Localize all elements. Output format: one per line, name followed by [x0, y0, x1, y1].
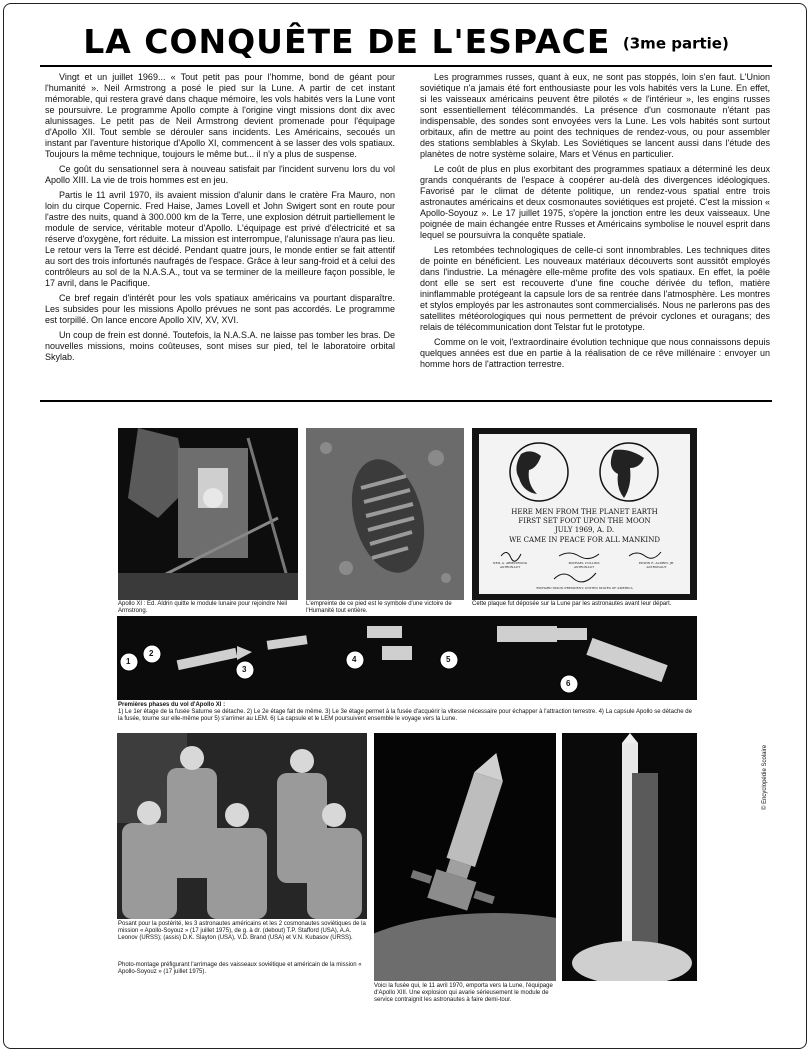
paragraph: Comme on le voit, l'extraordinaire évolution technique que nous connaissons depuis quelques années est due en partie à la réalisation de ce rêve millénaire : envoyer un homme hors de l'attraction terrestre. [420, 337, 770, 369]
earth-hemispheres-icon [479, 436, 690, 506]
footprint-photo [306, 428, 464, 600]
phase-number: 2 [149, 649, 154, 658]
phases-caption: 1) Le 1er étage de la fusée Saturne se détache. 2) Le 2e étage fait de même. 3) Le 3e étage permet à la fusée d'acquérir la vitesse nécessaire pour échapper à l'attraction terrestre. 4) La capsule Apollo se détache de la fusée, tourne sur elle-même pour 5) s'arrimer au LEM. 6) La capsule et le LEM poursuivent ensemble le voyage vers la Lune. [118, 709, 692, 722]
plaque-photo [472, 428, 697, 600]
article-right-column [420, 72, 770, 374]
plaque-line: WE CAME IN PEACE FOR ALL MANKIND [509, 536, 660, 544]
plaque-caption: Cette plaque fut déposée sur la Lune par les astronautes avant leur départ. [472, 601, 672, 607]
plaque-line: HERE MEN FROM THE PLANET EARTH [511, 508, 658, 516]
phase-number: 1 [126, 657, 131, 666]
section-rule [40, 400, 772, 402]
phases-caption-title: Premières phases du vol d'Apollo XI : [118, 702, 226, 708]
signature-label: NEIL A. ARMSTRONG ASTRONAUT [492, 561, 528, 569]
paragraph: Ce bref regain d'intérêt pour les vols spatiaux américains va pourtant disparaître. Les subsides pour les missions Apollo prévues ne sont pas accordés. Le programme est torpillé. On lance encore Apollo XIV, XV, XVI. [45, 293, 395, 325]
crew-photo [117, 733, 367, 919]
paragraph: Le coût de plus en plus exorbitant des programmes spatiaux a déterminé les deux grands conquérants de l'espace à coopérer au-delà des divergences idéologiques. Favorisé par le climat de détente politique, un rendez-vous spatial entre trois astronautes américains et deux cosmonautes soviétiques est projeté. C'est la mission « Apollo-Soyouz ». Le 17 juillet 1975, s'opère la jonction entre les deux vaisseaux. Une poignée de main échangée entre Russes et Américains symbolise le nouvel esprit dans lequel se poursuivra la conquête spatiale. [420, 164, 770, 240]
page-title: LA CONQUÊTE DE L'ESPACE (3me partie) [83, 22, 729, 61]
copyright-credit: © Encyclopédie Scolaire [762, 744, 768, 810]
paragraph: Les programmes russes, quant à eux, ne sont pas stoppés, loin s'en faut. L'Union soviétique n'a jamais été fort enthousiaste pour les vols habités vers la Lune. En effet, si les vaisseaux américains peuvent être pilotés « de l'intérieur », les engins russes sont essentiellement télécommandés. La présence d'un cosmonaute n'étant pas indispensable, des sondes sont envoyées vers la Lune. Les vols habités sont surtout orbitaux, afin de mettre au point des techniques de rendez-vous, ou pour assembler des stations semblables à Skylab. Les Soviétiques se lancent aussi dans l'étude des planètes de notre système solaire, Mars et Vénus en particulier. [420, 72, 770, 159]
rocket-caption: Voici la fusée qui, le 11 avril 1970, emporta vers la Lune, l'équipage d'Apollo XIII. Une explosion qui avarie sérieusement le module de service contraignit les astronautes à faire demi-tour. [374, 983, 553, 1003]
apollo-soyuz-montage-photo [374, 733, 556, 981]
paragraph: Partis le 11 avril 1970, ils avaient mission d'alunir dans le cratère Fra Mauro, non loin du cirque Copernic. Fred Haise, James Lovell et John Swigert sont en route pour l'astre des nuits, quand à 300.000 km de la Terre, une explosion détruit partiellement le module de service, véritable moteur d'Apollo. L'équipage est privé d'électricité et sa réserve d'oxygène, fort réduite. La mission est interrompue, l'alunissage n'aura pas lieu. Le retour vers la Terre est décidé. Pendant quatre jours, le monde entier se fait attentif au sort des trois infortunés naufragés de l'espace. Grâce à leur sang-froid et à celui des contrôleurs au sol de la N.A.S.A., tout va se terminer de la meilleure façon possible, le 17 avril, dans le Pacifique. [45, 190, 395, 288]
signature-label: MICHAEL COLLINS ASTRONAUT [568, 561, 600, 569]
title-rule [40, 65, 772, 67]
article-left-column [45, 72, 395, 367]
phase-number: 3 [242, 665, 247, 674]
footprint-caption: L'empreinte de ce pied est le symbole d'une victoire de l'Humanité tout entière. [306, 601, 452, 614]
montage-caption: Photo-montage préfigurant l'arrimage des vaisseaux soviétique et américain de la mission « Apollo-Soyouz » (17 juillet 1975). [118, 962, 362, 975]
paragraph: Un coup de frein est donné. Toutefois, la N.A.S.A. ne laisse pas tomber les bras. De nouvelles missions, moins coûteuses, sont mises sur pied, tel le laboratoire orbital Skylab. [45, 330, 395, 362]
phase-number: 4 [352, 655, 357, 664]
plaque-line: FIRST SET FOOT UPON THE MOON [518, 517, 651, 525]
crew-caption: Posant pour la postérité, les 3 astronautes américains et les 2 cosmonautes soviétiques de la mission « Apollo-Soyouz » (17 juillet 1975), de g. à dr. (debout) T.P. Stafford (USA), A.A. Leonov (URSS); (assis) D.K. Slayton (USA), V.D. Brand (USA) et V.N. Kubasov (URSS). [118, 921, 366, 941]
signature-label: EDWIN E. ALDRIN, JR. ASTRONAUT [638, 561, 675, 569]
paragraph: Vingt et un juillet 1969... « Tout petit pas pour l'homme, bond de géant pour l'humanité ». Neil Armstrong a posé le pied sur la Lune. A partir de cet instant mémorable, qui restera gravé dans chaque mémoire, les vols habités vers la Lune vont se poursuivre. Le programme Apollo compte à l'origine vingt missions dont dix avec alunissages. Le petit pas de Neil Armstrong devient promenade pour l'équipage d'Apollo XII. Tout semble se dérouler sans incidents. Les Américains, secoués un instant par l'aventure historique d'Apollo XI, commencent à se lasser des vols spatiaux. Toujours la même technique, toujours le même but... il n'y a plus de suspense. [45, 72, 395, 159]
saturn-rocket-photo [562, 733, 697, 981]
phase-number: 5 [446, 655, 451, 664]
aldrin-photo [118, 428, 298, 600]
part-label: (3me partie) [622, 34, 729, 53]
aldrin-caption: Apollo XI : Ed. Aldrin quitte le module lunaire pour rejoindre Neil Armstrong. [118, 601, 288, 614]
paragraph: Les retombées technologiques de celle-ci sont innombrables. Les techniques dites de pointe en bénéficient. Les nouveaux matériaux découverts sont aussitôt employés dans l'industrie. La ménagère elle-même profite des vols spatiaux. En effet, la poêle dont elle se sert est recouverte d'une fine couche dérivée du teflon, matière ininflammable protégeant la capsule lors de sa rentrée dans l'atmosphère. Les montres et stylos employés par les astronautes sont commercialisés. Nous ne parlerons pas des satellites météorologiques qui nous permettent de prévoir cyclones et ouragans; des relais de télécommunication dont Telstar fut le prototype. [420, 245, 770, 332]
phase-number: 6 [566, 679, 571, 688]
signature-label: RICHARD NIXON PRESIDENT, UNITED STATES OF AMERICA [536, 586, 633, 590]
flight-phases-diagram [117, 616, 697, 700]
plaque-line: JULY 1969, A. D. [554, 526, 615, 534]
paragraph: Ce goût du sensationnel sera à nouveau satisfait par l'incident survenu lors du vol Apollo XIII. La vie de trois hommes est en jeu. [45, 164, 395, 185]
